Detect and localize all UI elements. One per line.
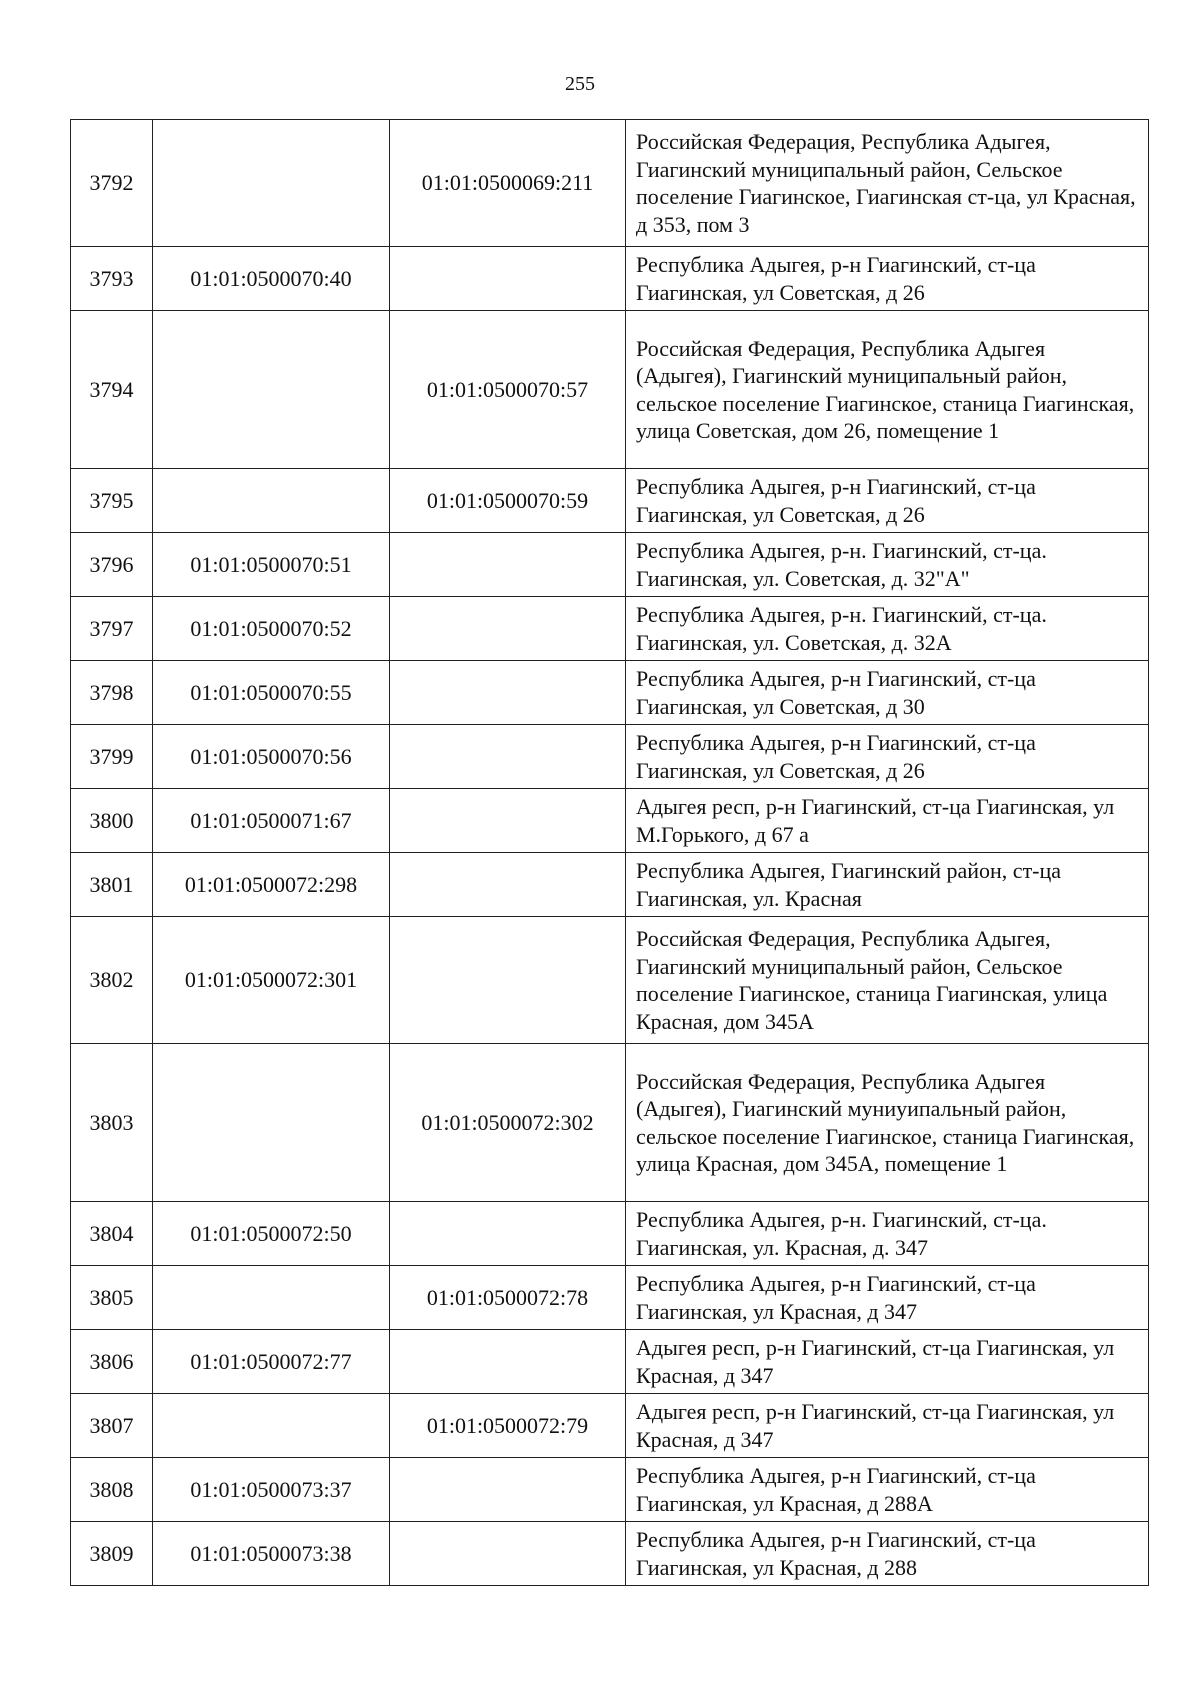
building-cadastral-cell: [390, 789, 626, 853]
table-row: [71, 533, 1149, 597]
address-cell: Российская Федерация, Республика Адыгея, Гиагинский муниципальный район, Сельское поселение Гиагинское, станица Гиагинская, улица Красная, дом 345А: [626, 917, 1149, 1044]
table-row: [71, 120, 1149, 247]
address-cell: Российская Федерация, Республика Адыгея (Адыгея), Гиагинский муниципальный район, сельское поселение Гиагинское, станица Гиагинская, улица Советская, дом 26, помещение 1: [626, 311, 1149, 469]
building-cadastral-cell: [390, 247, 626, 311]
address-cell: Адыгея респ, р-н Гиагинский, ст-ца Гиагинская, ул М.Горького, д 67 а: [626, 789, 1149, 853]
land-cadastral-cell: 01:01:0500072:301: [153, 917, 390, 1044]
table-row: [71, 247, 1149, 311]
table-row: [71, 1044, 1149, 1202]
land-cadastral-cell: 01:01:0500071:67: [153, 789, 390, 853]
page-number: 255: [565, 73, 595, 95]
table-row: [71, 853, 1149, 917]
row-number-cell: 3808: [71, 1458, 153, 1522]
row-number-cell: 3797: [71, 597, 153, 661]
building-cadastral-cell: 01:01:0500072:78: [390, 1266, 626, 1330]
address-cell: Адыгея респ, р-н Гиагинский, ст-ца Гиагинская, ул Красная, д 347: [626, 1330, 1149, 1394]
row-number-cell: 3800: [71, 789, 153, 853]
building-cadastral-cell: [390, 533, 626, 597]
row-number-cell: 3795: [71, 469, 153, 533]
table-row: [71, 725, 1149, 789]
table-row: [71, 1394, 1149, 1458]
row-number-cell: 3792: [71, 120, 153, 247]
address-cell: Адыгея респ, р-н Гиагинский, ст-ца Гиагинская, ул Красная, д 347: [626, 1394, 1149, 1458]
address-cell: Республика Адыгея, р-н. Гиагинский, ст-ца. Гиагинская, ул. Советская, д. 32А: [626, 597, 1149, 661]
address-cell: Республика Адыгея, р-н Гиагинский, ст-ца Гиагинская, ул Советская, д 30: [626, 661, 1149, 725]
land-cadastral-cell: 01:01:0500070:55: [153, 661, 390, 725]
building-cadastral-cell: 01:01:0500070:57: [390, 311, 626, 469]
table-row: [71, 1330, 1149, 1394]
address-cell: Республика Адыгея, р-н Гиагинский, ст-ца Гиагинская, ул Советская, д 26: [626, 247, 1149, 311]
address-cell: Республика Адыгея, р-н. Гиагинский, ст-ца. Гиагинская, ул. Советская, д. 32"А": [626, 533, 1149, 597]
table-row: [71, 1266, 1149, 1330]
land-cadastral-cell: 01:01:0500072:77: [153, 1330, 390, 1394]
table-row: [71, 789, 1149, 853]
address-cell: Республика Адыгея, р-н Гиагинский, ст-ца Гиагинская, ул Красная, д 347: [626, 1266, 1149, 1330]
building-cadastral-cell: [390, 597, 626, 661]
building-cadastral-cell: [390, 1202, 626, 1266]
land-cadastral-cell: 01:01:0500070:52: [153, 597, 390, 661]
table-row: [71, 917, 1149, 1044]
building-cadastral-cell: 01:01:0500072:302: [390, 1044, 626, 1202]
row-number-cell: 3794: [71, 311, 153, 469]
building-cadastral-cell: 01:01:0500069:211: [390, 120, 626, 247]
land-cadastral-cell: 01:01:0500070:40: [153, 247, 390, 311]
building-cadastral-cell: [390, 725, 626, 789]
table-row: [71, 661, 1149, 725]
table-row: [71, 1202, 1149, 1266]
land-cadastral-cell: 01:01:0500073:37: [153, 1458, 390, 1522]
land-cadastral-cell: 01:01:0500072:50: [153, 1202, 390, 1266]
land-cadastral-cell: [153, 1044, 390, 1202]
row-number-cell: 3796: [71, 533, 153, 597]
land-cadastral-cell: [153, 1394, 390, 1458]
row-number-cell: 3806: [71, 1330, 153, 1394]
land-cadastral-cell: 01:01:0500072:298: [153, 853, 390, 917]
address-cell: Российская Федерация, Республика Адыгея, Гиагинский муниципальный район, Сельское поселение Гиагинское, Гиагинская ст-ца, ул Красная, д 353, пом 3: [626, 120, 1149, 247]
table-body: [71, 120, 1149, 1586]
land-cadastral-cell: [153, 1266, 390, 1330]
land-cadastral-cell: [153, 120, 390, 247]
table-row: [71, 469, 1149, 533]
building-cadastral-cell: [390, 1522, 626, 1586]
building-cadastral-cell: [390, 661, 626, 725]
address-cell: Республика Адыгея, р-н Гиагинский, ст-ца Гиагинская, ул Красная, д 288: [626, 1522, 1149, 1586]
address-cell: Российская Федерация, Республика Адыгея (Адыгея), Гиагинский муниуипальный район, сельское поселение Гиагинское, станица Гиагинская, улица Красная, дом 345А, помещение 1: [626, 1044, 1149, 1202]
row-number-cell: 3804: [71, 1202, 153, 1266]
building-cadastral-cell: [390, 917, 626, 1044]
building-cadastral-cell: [390, 1458, 626, 1522]
land-cadastral-cell: 01:01:0500070:56: [153, 725, 390, 789]
address-cell: Республика Адыгея, р-н Гиагинский, ст-ца Гиагинская, ул Советская, д 26: [626, 725, 1149, 789]
address-cell: Республика Адыгея, р-н. Гиагинский, ст-ца. Гиагинская, ул. Красная, д. 347: [626, 1202, 1149, 1266]
land-cadastral-cell: 01:01:0500070:51: [153, 533, 390, 597]
table-row: [71, 1522, 1149, 1586]
property-registry-table: [70, 119, 1149, 1586]
building-cadastral-cell: [390, 853, 626, 917]
row-number-cell: 3805: [71, 1266, 153, 1330]
land-cadastral-cell: 01:01:0500073:38: [153, 1522, 390, 1586]
land-cadastral-cell: [153, 311, 390, 469]
row-number-cell: 3798: [71, 661, 153, 725]
row-number-cell: 3799: [71, 725, 153, 789]
row-number-cell: 3802: [71, 917, 153, 1044]
land-cadastral-cell: [153, 469, 390, 533]
building-cadastral-cell: 01:01:0500072:79: [390, 1394, 626, 1458]
table-row: [71, 597, 1149, 661]
row-number-cell: 3793: [71, 247, 153, 311]
table-row: [71, 311, 1149, 469]
building-cadastral-cell: 01:01:0500070:59: [390, 469, 626, 533]
address-cell: Республика Адыгея, р-н Гиагинский, ст-ца Гиагинская, ул Советская, д 26: [626, 469, 1149, 533]
building-cadastral-cell: [390, 1330, 626, 1394]
table-row: [71, 1458, 1149, 1522]
address-cell: Республика Адыгея, Гиагинский район, ст-ца Гиагинская, ул. Красная: [626, 853, 1149, 917]
row-number-cell: 3809: [71, 1522, 153, 1586]
row-number-cell: 3801: [71, 853, 153, 917]
row-number-cell: 3803: [71, 1044, 153, 1202]
row-number-cell: 3807: [71, 1394, 153, 1458]
address-cell: Республика Адыгея, р-н Гиагинский, ст-ца Гиагинская, ул Красная, д 288А: [626, 1458, 1149, 1522]
